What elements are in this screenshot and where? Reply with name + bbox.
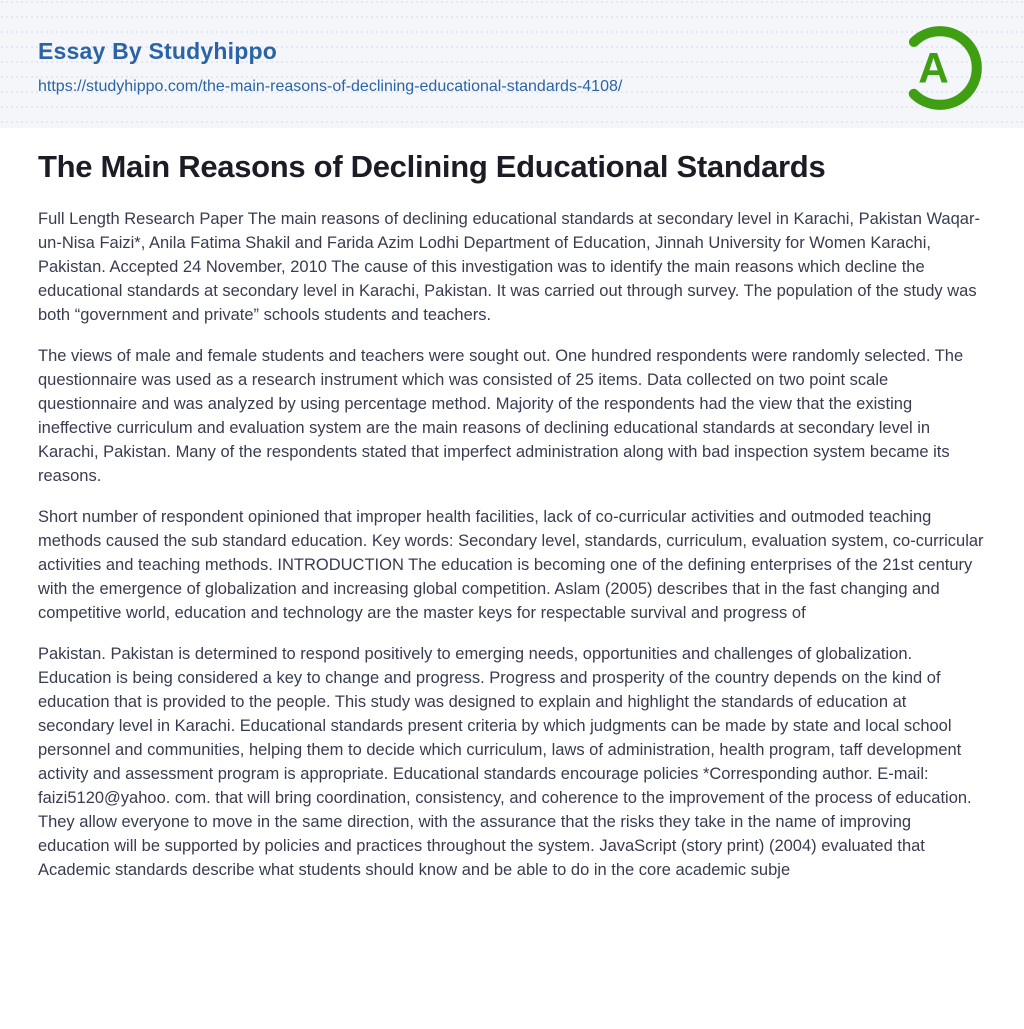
logo-letter: A — [918, 44, 949, 92]
site-title: Essay By Studyhippo — [38, 38, 277, 64]
page-header — [0, 0, 1024, 128]
header-text-block — [38, 38, 622, 96]
essay-paragraph-2: The views of male and female students and teachers were sought out. One hundred respondents were randomly selected. The questionnaire was used as a research instrument which was consisted of 25 items. Data collected on two point scale questionnaire and was analyzed by using percentage method. Majority of the respondents had the view that the existing ineffective curriculum and evaluation system are the main reasons of declining educational standards at secondary level in Karachi, Pakistan. Many of the respondents stated that imperfect administration along with bad inspection system became its reasons. — [38, 347, 964, 485]
essay-paragraph-3: Short number of respondent opinioned that improper health facilities, lack of co-curricular activities and outmoded teaching methods caused the sub standard education. Key words: Secondary level, standards, curriculum, evaluation system, co-curricular activities and teaching methods. INTRODUCTION The education is becoming one of the defining enterprises of the 21st century with the emergence of globalization and increasing global competition. Aslam (2005) describes that in the fast changing and competitive world, education and technology are the master keys for respectable survival and progress of — [38, 508, 984, 622]
essay-title: The Main Reasons of Declining Educational Standards — [38, 149, 826, 184]
page-url-link[interactable]: https://studyhippo.com/the-main-reasons-of-declining-educational-standards-4108/ — [38, 78, 623, 95]
essay-paragraph-1: Full Length Research Paper The main reasons of declining educational standards at secondary level in Karachi, Pakistan Waqar-un-Nisa Faizi*, Anila Fatima Shakil and Farida Azim Lodhi Department of Education, Jinnah University for Women Karachi, Pakistan. Accepted 24 November, 2010 The cause of this investigation was to identify the main reasons which decline the educational standards at secondary level in Karachi, Pakistan. It was carried out through survey. The population of the study was both “government and private” schools students and teachers. — [38, 210, 980, 324]
essay-paragraph-4: Pakistan. Pakistan is determined to respond positively to emerging needs, opportunities and challenges of globalization. Education is being considered a key to change and progress. Progress and prosperity of the country depends on the kind of education that is provided to the people. This study was designed to explain and highlight the standards of education at secondary level in Karachi. Educational standards present criteria by which judgments can be made by state and local school personnel and communities, helping them to decide which curriculum, laws of administration, health program, taff development activity and assessment program is appropriate. Educational standards encourage policies *Corresponding author. E-mail: faizi5120@yahoo. com. that will bring coordination, consistency, and coherence to the improvement of the process of education. They allow everyone to move in the same direction, with the assurance that the risks they take in the name of improving education will be supported by policies and practices throughout the system. JavaScript (story print) (2004) evaluated that Academic standards describe what students should know and be able to do in the core academic subje — [38, 645, 972, 879]
studyhippo-logo-icon — [894, 22, 986, 114]
essay-document — [0, 128, 1024, 942]
